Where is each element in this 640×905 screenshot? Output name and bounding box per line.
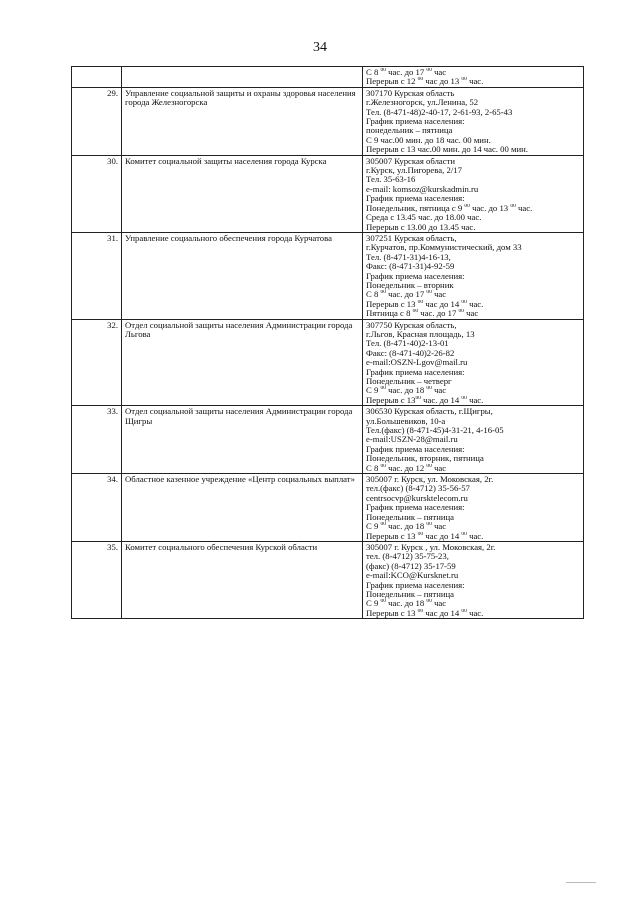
contact-text: час. (466, 77, 484, 87)
contact-line (366, 262, 580, 271)
time-superscript: 00 (426, 68, 432, 73)
institutions-table-body (72, 67, 584, 619)
table-row (72, 474, 584, 542)
contact-text: Перерыв с 13 (366, 299, 418, 309)
contact-line (366, 234, 580, 243)
contact-line (366, 532, 580, 541)
contact-text: График приема населения: (366, 503, 465, 513)
time-superscript: 00 (461, 395, 467, 401)
contact-text: 305007 г. Курск, ул. Моковская, 2г. (366, 475, 494, 485)
contact-line (366, 309, 580, 318)
time-superscript: 00 (426, 599, 432, 605)
contact-line (366, 454, 580, 463)
contact-text: Понедельник, пятница с 9 (366, 203, 465, 213)
time-superscript: 00 (417, 531, 424, 537)
contact-text: Понедельник – пятница (366, 589, 455, 599)
contact-text: час (464, 309, 479, 319)
contact-line (366, 272, 580, 281)
contact-text: час. до 18 (385, 599, 427, 609)
contact-info-cell (363, 67, 584, 88)
contact-text: час. до 18 (385, 522, 427, 532)
contact-text: График приема населения: (366, 117, 465, 127)
row-number: 30. (72, 155, 122, 232)
contact-text: час. до 13 (469, 203, 511, 213)
contact-text: (факс) (8-4712) 35-17-59 (366, 561, 456, 571)
contact-line (366, 494, 580, 503)
contact-line (366, 243, 580, 252)
time-superscript: 00 (380, 599, 386, 605)
contact-info-cell (363, 406, 584, 474)
row-number: 34. (72, 474, 122, 542)
contact-line (366, 194, 580, 203)
contact-text: 306530 Курская область, г.Щигры, (366, 407, 493, 417)
contact-line (366, 368, 580, 377)
contact-text: час. (466, 608, 484, 618)
contact-text: г.Железногорск, ул.Ленина, 52 (366, 98, 479, 108)
contact-text: час. до 17 (385, 68, 427, 77)
contact-text: С 9 (366, 599, 381, 609)
contact-text: час. до 14 (421, 395, 462, 405)
contact-text: час (431, 386, 447, 396)
contact-line (366, 108, 580, 117)
contact-text: час. до 17 (385, 290, 427, 300)
organization-cell (122, 319, 363, 406)
contact-line (366, 464, 580, 473)
contact-text: Тел.(факс) (8-471-45)4-31-21, 4-16-05 (366, 426, 504, 436)
organization-name: Областное казенное учреждение «Центр социальных выплат» (125, 474, 355, 485)
contact-text: г.Курчатов, пр.Коммунистический, дом 33 (366, 243, 522, 253)
table-row (72, 541, 584, 618)
contact-text: Факс: (8-471-40)2-26-82 (366, 348, 455, 358)
time-superscript: 00 (417, 608, 424, 614)
row-number (72, 67, 122, 88)
time-superscript: 00 (426, 386, 432, 392)
time-superscript: 00 (510, 203, 516, 209)
contact-text: e-mail:OSZN-Lgov@mail.ru (366, 358, 468, 368)
organization-cell (122, 87, 363, 155)
contact-line (366, 185, 580, 194)
contact-text: Понедельник, вторник, пятница (366, 454, 484, 464)
organization-name: Отдел социальной защиты населения Администрации города Щигры (125, 406, 353, 426)
contact-text: С 8 (366, 290, 381, 300)
organization-name: Управление социальной защиты и охраны здоровья населения города Железногорска (125, 87, 356, 108)
contact-text: час. до 17 (418, 309, 459, 319)
contact-line (366, 77, 580, 86)
time-superscript: 00 (415, 395, 421, 401)
contact-text: Перерыв с 13 (366, 395, 416, 405)
contact-line (366, 300, 580, 309)
organization-name: Комитет социальной защиты населения города Курска (125, 155, 327, 166)
organization-cell (122, 474, 363, 542)
page-number: 34 (313, 40, 327, 55)
contact-line (366, 126, 580, 135)
time-superscript: 00 (380, 522, 386, 528)
table-row (72, 319, 584, 406)
contact-text: час (431, 290, 447, 300)
row-number: 35. (72, 541, 122, 618)
contact-line (366, 358, 580, 367)
contact-line (366, 339, 580, 348)
contact-info-cell (363, 319, 584, 406)
contact-line (366, 571, 580, 580)
row-number: 33. (72, 406, 122, 474)
contact-text: С 8 (366, 68, 381, 77)
contact-line (366, 552, 580, 561)
contact-info-cell (363, 232, 584, 319)
organization-cell (122, 155, 363, 232)
contact-line (366, 407, 580, 416)
contact-line (366, 223, 580, 232)
time-superscript: 00 (461, 77, 467, 83)
contact-line (366, 522, 580, 531)
contact-line (366, 475, 580, 484)
institutions-table (71, 66, 584, 619)
contact-text: e-mail: komsoz@kurskadmin.ru (366, 184, 479, 194)
contact-line (366, 204, 580, 213)
contact-text: час. (466, 531, 484, 541)
contact-text: Понедельник – вторник (366, 280, 454, 290)
time-superscript: 00 (464, 203, 470, 209)
contact-text: График приема населения: (366, 271, 465, 281)
contact-line (366, 503, 580, 512)
organization-cell (122, 406, 363, 474)
contact-text: час до 13 (423, 77, 462, 87)
contact-text: 307750 Курская область, (366, 320, 457, 330)
contact-text: Тел. 35-63-16 (366, 175, 416, 185)
contact-line (366, 175, 580, 184)
contact-line (366, 543, 580, 552)
contact-text: График приема населения: (366, 367, 465, 377)
table-row (72, 155, 584, 232)
contact-line (366, 562, 580, 571)
contact-line (366, 435, 580, 444)
contact-text: час (431, 463, 447, 473)
contact-text: Факс: (8-471-31)4-92-59 (366, 262, 455, 272)
contact-line (366, 213, 580, 222)
contact-text: Перерыв с 13.00 до 13.45 час. (366, 222, 476, 232)
contact-text: График приема населения: (366, 444, 465, 454)
organization-name: Управление социального обеспечения города Курчатова (125, 232, 332, 243)
time-superscript: 00 (426, 290, 432, 296)
table-row (72, 67, 584, 88)
time-superscript: 00 (412, 309, 419, 315)
contact-text: 305007 Курская области (366, 156, 456, 166)
contact-text: час. (466, 299, 484, 309)
contact-text: С 9 (366, 522, 381, 532)
time-superscript: 00 (417, 299, 424, 305)
contact-text: С 8 (366, 463, 381, 473)
contact-text: тел.(факс) (8-4712) 35-56-57 (366, 484, 470, 494)
contact-text: час. до 18 (385, 386, 427, 396)
contact-line (366, 157, 580, 166)
contact-info-cell (363, 87, 584, 155)
contact-line (366, 396, 580, 405)
contact-text: час (431, 599, 447, 609)
contact-line (366, 330, 580, 339)
contact-text: час до 14 (423, 608, 462, 618)
contact-text: С 9 час.00 мин. до 18 час. 00 мин. (366, 135, 491, 145)
time-superscript: 00 (380, 386, 386, 392)
contact-text: Перерыв с 12 (366, 77, 418, 87)
contact-text: e-mail:USZN-28@mail.ru (366, 435, 458, 445)
contact-info-cell (363, 541, 584, 618)
time-superscript: 00 (461, 299, 467, 305)
time-superscript: 00 (417, 77, 424, 83)
time-superscript: 00 (380, 68, 386, 73)
contact-text: Понедельник – пятница (366, 512, 455, 522)
contact-text: Тел. (8-471-40)2-13-01 (366, 339, 449, 349)
contact-line (366, 166, 580, 175)
table-row (72, 232, 584, 319)
contact-line (366, 599, 580, 608)
contact-text: 305007 г. Курск , ул. Моковская, 2г. (366, 542, 496, 552)
organization-cell (122, 541, 363, 618)
contact-line (366, 290, 580, 299)
time-superscript: 00 (380, 463, 386, 469)
contact-text: тел. (8-4712) 35-75-23, (366, 552, 449, 562)
contact-text: час до 14 (423, 299, 462, 309)
time-superscript: 00 (461, 531, 467, 537)
contact-text: час (431, 522, 447, 532)
contact-text: Тел. (8-471-48)2-40-17, 2-61-93, 2-65-43 (366, 107, 513, 117)
organization-cell (122, 232, 363, 319)
row-number: 31. (72, 232, 122, 319)
contact-text: Тел. (8-471-31)4-16-13, (366, 252, 451, 262)
contact-text: час. до 12 (385, 463, 427, 473)
contact-text: г.Льгов, Красная площадь, 13 (366, 329, 475, 339)
time-superscript: 00 (426, 522, 432, 528)
row-number: 29. (72, 87, 122, 155)
contact-line (366, 484, 580, 493)
contact-text: 307251 Курская область, (366, 233, 457, 243)
contact-text: Пятница с 8 (366, 309, 413, 319)
organization-name: Отдел социальной защиты населения Администрации города Льгова (125, 319, 353, 339)
contact-line (366, 590, 580, 599)
contact-text: Перерыв с 13 час.00 мин. до 14 час. 00 мин. (366, 145, 528, 155)
contact-line (366, 417, 580, 426)
contact-line (366, 117, 580, 126)
contact-line (366, 321, 580, 330)
organization-cell (122, 67, 363, 88)
contact-line (366, 145, 580, 154)
time-superscript: 00 (380, 290, 386, 296)
contact-line (366, 253, 580, 262)
time-superscript: 00 (458, 309, 464, 315)
contact-line (366, 426, 580, 435)
row-number: 32. (72, 319, 122, 406)
contact-text: 307170 Курская область (366, 88, 455, 98)
contact-line (366, 98, 580, 107)
contact-line (366, 89, 580, 98)
contact-text: г.Курск, ул.Пигорева, 2/17 (366, 166, 462, 176)
contact-line (366, 377, 580, 386)
contact-line (366, 349, 580, 358)
contact-text: С 9 (366, 386, 381, 396)
contact-info-cell (363, 474, 584, 542)
contact-line (366, 581, 580, 590)
contact-text: ул.Большевиков, 10-а (366, 416, 446, 426)
contact-text: понедельник – пятница (366, 126, 453, 136)
scan-artifact-line (566, 882, 596, 883)
contact-text: График приема населения: (366, 580, 465, 590)
contact-line (366, 68, 580, 77)
contact-text: час. (515, 203, 533, 213)
time-superscript: 00 (461, 608, 467, 614)
contact-line (366, 281, 580, 290)
contact-text: centrsocvp@kursktelecom.ru (366, 493, 468, 503)
organization-name: Комитет социального обеспечения Курской области (125, 541, 318, 552)
contact-text: час (431, 68, 447, 77)
contact-text: Понедельник – четверг (366, 377, 452, 386)
contact-text: Среда с 13.45 час. до 18.00 час. (366, 213, 482, 223)
table-row (72, 87, 584, 155)
contact-text: час. (466, 395, 484, 405)
time-superscript: 00 (426, 463, 432, 469)
contact-line (366, 445, 580, 454)
contact-line (366, 609, 580, 618)
contact-text: График приема населения: (366, 194, 465, 204)
contact-text: Перерыв с 13 (366, 531, 418, 541)
contact-line (366, 513, 580, 522)
table-row (72, 406, 584, 474)
contact-info-cell (363, 155, 584, 232)
contact-text: e-mail:KCO@Kursknet.ru (366, 571, 459, 581)
contact-text: час до 14 (423, 531, 462, 541)
contact-text: Перерыв с 13 (366, 608, 418, 618)
contact-line (366, 386, 580, 395)
contact-line (366, 136, 580, 145)
